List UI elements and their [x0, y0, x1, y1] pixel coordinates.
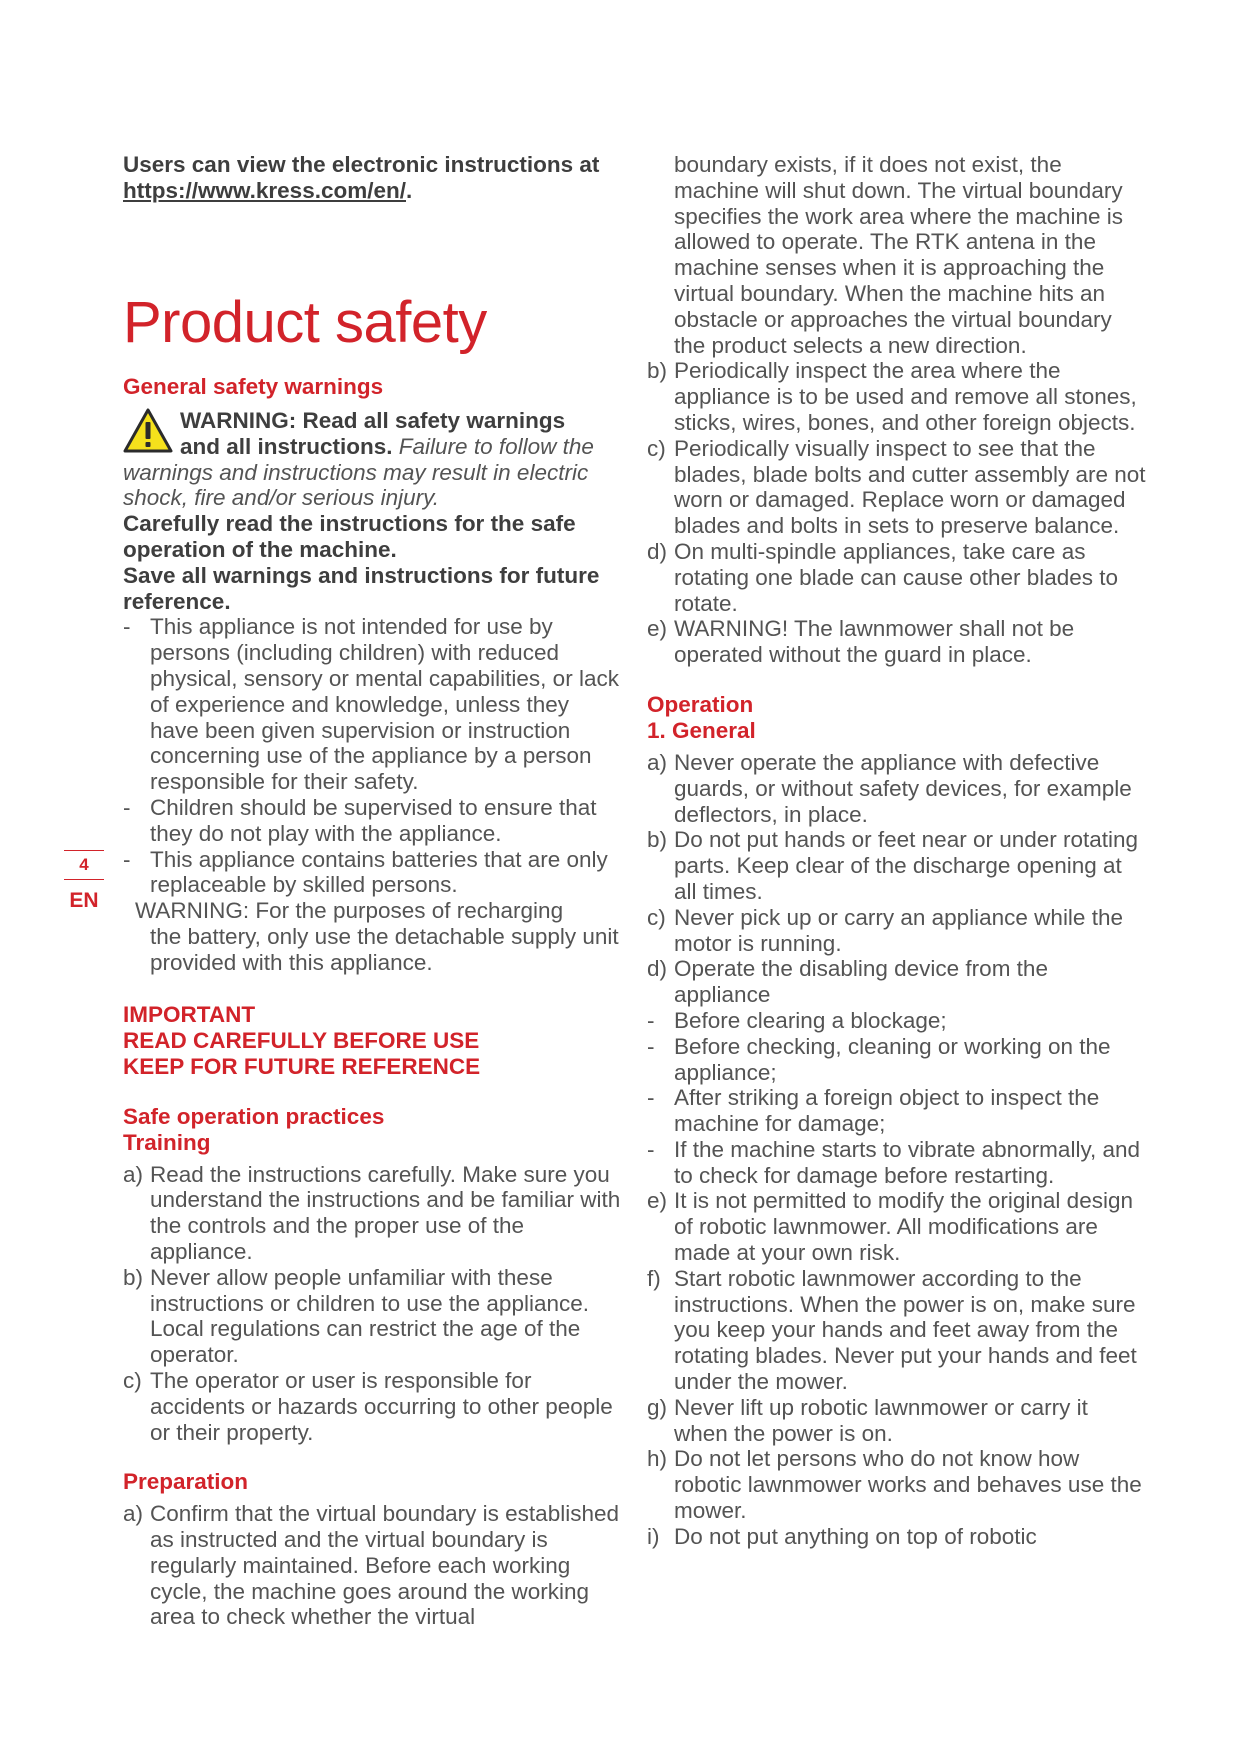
list-marker: - — [647, 1136, 655, 1162]
save-all-text: Save all warnings and instructions for future reference. — [123, 562, 600, 614]
list-marker: d) — [647, 538, 668, 564]
list-text: Never operate the appliance with defective guards, or without safety devices, for example deflectors, in place. — [674, 749, 1132, 827]
list-text: This appliance contains batteries that are only replaceable by skilled persons. — [150, 846, 608, 898]
important-line-1: IMPORTANT — [123, 1001, 256, 1027]
list-marker: c) — [123, 1367, 142, 1393]
list-marker: g) — [647, 1394, 668, 1420]
kress-link[interactable]: https://www.kress.com/en/ — [123, 178, 406, 203]
preparation-list — [647, 358, 1147, 668]
list-text: It is not permitted to modify the original design of robotic lawnmower. All modifications are made at your own risk. — [674, 1188, 1133, 1266]
list-text: On multi-spindle appliances, take care as rotating one blade can cause other blades to rotate. — [674, 538, 1119, 616]
list-marker: h) — [647, 1446, 668, 1472]
list-item — [647, 1137, 1147, 1189]
list-item — [647, 827, 1147, 904]
intro-text — [123, 152, 623, 204]
list-marker: - — [647, 1033, 655, 1059]
preparation-a-continued: boundary exists, if it does not exist, the machine will shut down. The virtual boundary specifies the work area where the machine is allowed to operate. The RTK antena in the machine senses when it is approaching the virtual boundary. When the machine hits an obstacle or approaches the virtual boundary the product selects a new direction. — [674, 152, 1123, 358]
recharge-warning-line-1: WARNING: For the purposes of recharging — [135, 898, 564, 924]
list-marker: - — [123, 794, 131, 820]
list-item — [647, 1034, 1147, 1086]
list-text: Never pick up or carry an appliance while the motor is running. — [674, 904, 1123, 956]
list-marker: - — [123, 846, 131, 872]
training-heading: Training — [123, 1129, 211, 1155]
list-marker: d) — [647, 956, 668, 982]
list-item — [123, 614, 623, 795]
general-list — [123, 614, 623, 898]
list-text: Never allow people unfamiliar with these instructions or children to use the appliance. Local regulations can restrict the age of the operator. — [150, 1264, 590, 1368]
list-item — [647, 1446, 1147, 1523]
language-code: EN — [69, 889, 99, 912]
list-marker: i) — [647, 1523, 660, 1549]
list-marker: e) — [647, 1188, 668, 1214]
important-line-2: READ CAREFULLY BEFORE USE — [123, 1027, 480, 1053]
list-item — [647, 1266, 1147, 1395]
operation-general-heading: 1. General — [647, 717, 756, 743]
operation-list — [647, 750, 1147, 1550]
list-marker: b) — [647, 358, 668, 384]
list-item — [647, 616, 1147, 668]
important-line-3: KEEP FOR FUTURE REFERENCE — [123, 1053, 481, 1079]
list-item — [647, 1008, 1147, 1034]
intro-label: Users can view the electronic instructions at — [123, 152, 600, 177]
preparation-heading: Preparation — [123, 1469, 249, 1495]
list-marker: - — [123, 614, 131, 640]
general-safety-heading: General safety warnings — [123, 374, 384, 399]
list-marker: b) — [647, 827, 668, 853]
list-text: Periodically visually inspect to see that the blades, blade bolts and cutter assembly are not worn or damaged. Replace worn or damaged blades and bolts in sets to preserve balance. — [674, 435, 1146, 539]
intro-period: . — [406, 178, 413, 203]
list-item — [647, 1395, 1147, 1447]
list-marker: a) — [123, 1501, 144, 1527]
warning-triangle-icon — [123, 408, 173, 454]
list-item — [123, 1501, 623, 1630]
left-column — [123, 152, 623, 1630]
list-item — [123, 1368, 623, 1445]
page-divider-bottom — [64, 879, 104, 880]
list-item — [123, 1162, 623, 1265]
list-text: Before clearing a blockage; — [674, 1007, 947, 1033]
operation-heading: Operation — [647, 691, 754, 717]
list-item — [647, 1524, 1147, 1550]
list-text: Do not put anything on top of robotic — [674, 1523, 1037, 1549]
list-text: The operator or user is responsible for accidents or hazards occurring to other people or their property. — [150, 1367, 613, 1445]
list-marker: a) — [647, 749, 668, 775]
list-marker: c) — [647, 904, 666, 930]
warning-italic-line-1: Failure to follow the — [398, 433, 594, 459]
list-text: If the machine starts to vibrate abnormally, and to check for damage before restarting. — [674, 1136, 1141, 1188]
list-text: Confirm that the virtual boundary is established as instructed and the virtual boundary is regularly maintained. Before each working cycle, the machine goes around the working area to check whether the virtual — [150, 1501, 619, 1630]
list-item — [647, 539, 1147, 616]
list-item — [647, 358, 1147, 435]
list-text: After striking a foreign object to inspect the machine for damage; — [674, 1085, 1100, 1137]
list-item — [123, 847, 623, 899]
list-marker: c) — [647, 435, 666, 461]
list-text: Do not let persons who do not know how robotic lawnmower works and behaves use the mower. — [674, 1446, 1142, 1524]
list-text: Operate the disabling device from the appliance — [674, 956, 1048, 1008]
recharge-warning-line-2: the battery, only use the detachable supply unit provided with this appliance. — [150, 923, 619, 975]
list-item — [647, 905, 1147, 957]
page-number: 4 — [79, 855, 89, 874]
list-item — [123, 795, 623, 847]
warning-bold-line-1: WARNING: Read all safety warnings — [180, 408, 566, 433]
list-item — [647, 1188, 1147, 1265]
list-item — [123, 1265, 623, 1368]
list-text: Before checking, cleaning or working on the appliance; — [674, 1033, 1111, 1085]
list-item — [647, 436, 1147, 539]
page-title: Product safety — [123, 290, 487, 355]
warning-bold-line-2: and all instructions. — [180, 433, 393, 459]
list-marker: f) — [647, 1265, 661, 1291]
warning-line-2 — [123, 434, 623, 460]
list-marker: e) — [647, 616, 668, 642]
warning-italic-text: warnings and instructions may result in electric shock, fire and/or serious injury. — [123, 459, 589, 511]
right-column — [647, 152, 1147, 1550]
safe-operation-heading: Safe operation practices — [123, 1103, 385, 1129]
list-marker: - — [647, 1085, 655, 1111]
page-marker — [64, 850, 104, 914]
list-text: Read the instructions carefully. Make sure you understand the instructions and be familiar with the controls and the proper use of the appliance. — [150, 1161, 621, 1264]
list-marker: b) — [123, 1264, 144, 1290]
list-marker: a) — [123, 1161, 144, 1187]
list-text: Children should be supervised to ensure that they do not play with the appliance. — [150, 794, 597, 846]
list-item — [647, 1085, 1147, 1137]
list-text: Start robotic lawnmower according to the instructions. When the power is on, make sure you keep your hands and feet away from the rotating blades. Never put your hands and feet under the mower. — [674, 1265, 1137, 1395]
list-text: Do not put hands or feet near or under rotating parts. Keep clear of the discharge opening at all times. — [674, 827, 1139, 904]
list-marker: - — [647, 1007, 655, 1033]
list-text: WARNING! The lawnmower shall not be operated without the guard in place. — [674, 616, 1075, 668]
list-text: Never lift up robotic lawnmower or carry it when the power is on. — [674, 1394, 1088, 1446]
list-item — [647, 956, 1147, 1008]
list-text: Periodically inspect the area where the appliance is to be used and remove all stones, sticks, wires, bones, and other foreign objects. — [674, 358, 1137, 435]
training-list — [123, 1162, 623, 1446]
list-item — [647, 750, 1147, 827]
list-text: This appliance is not intended for use by persons (including children) with reduced physical, sensory or mental capabilities, or lack of experience and knowledge, unless they have been given supervision or instruction concerning use of the appliance by a person responsible for their safety. — [150, 614, 619, 795]
warning-block — [123, 408, 623, 511]
read-carefully-text: Carefully read the instructions for the safe operation of the machine. — [123, 511, 576, 562]
